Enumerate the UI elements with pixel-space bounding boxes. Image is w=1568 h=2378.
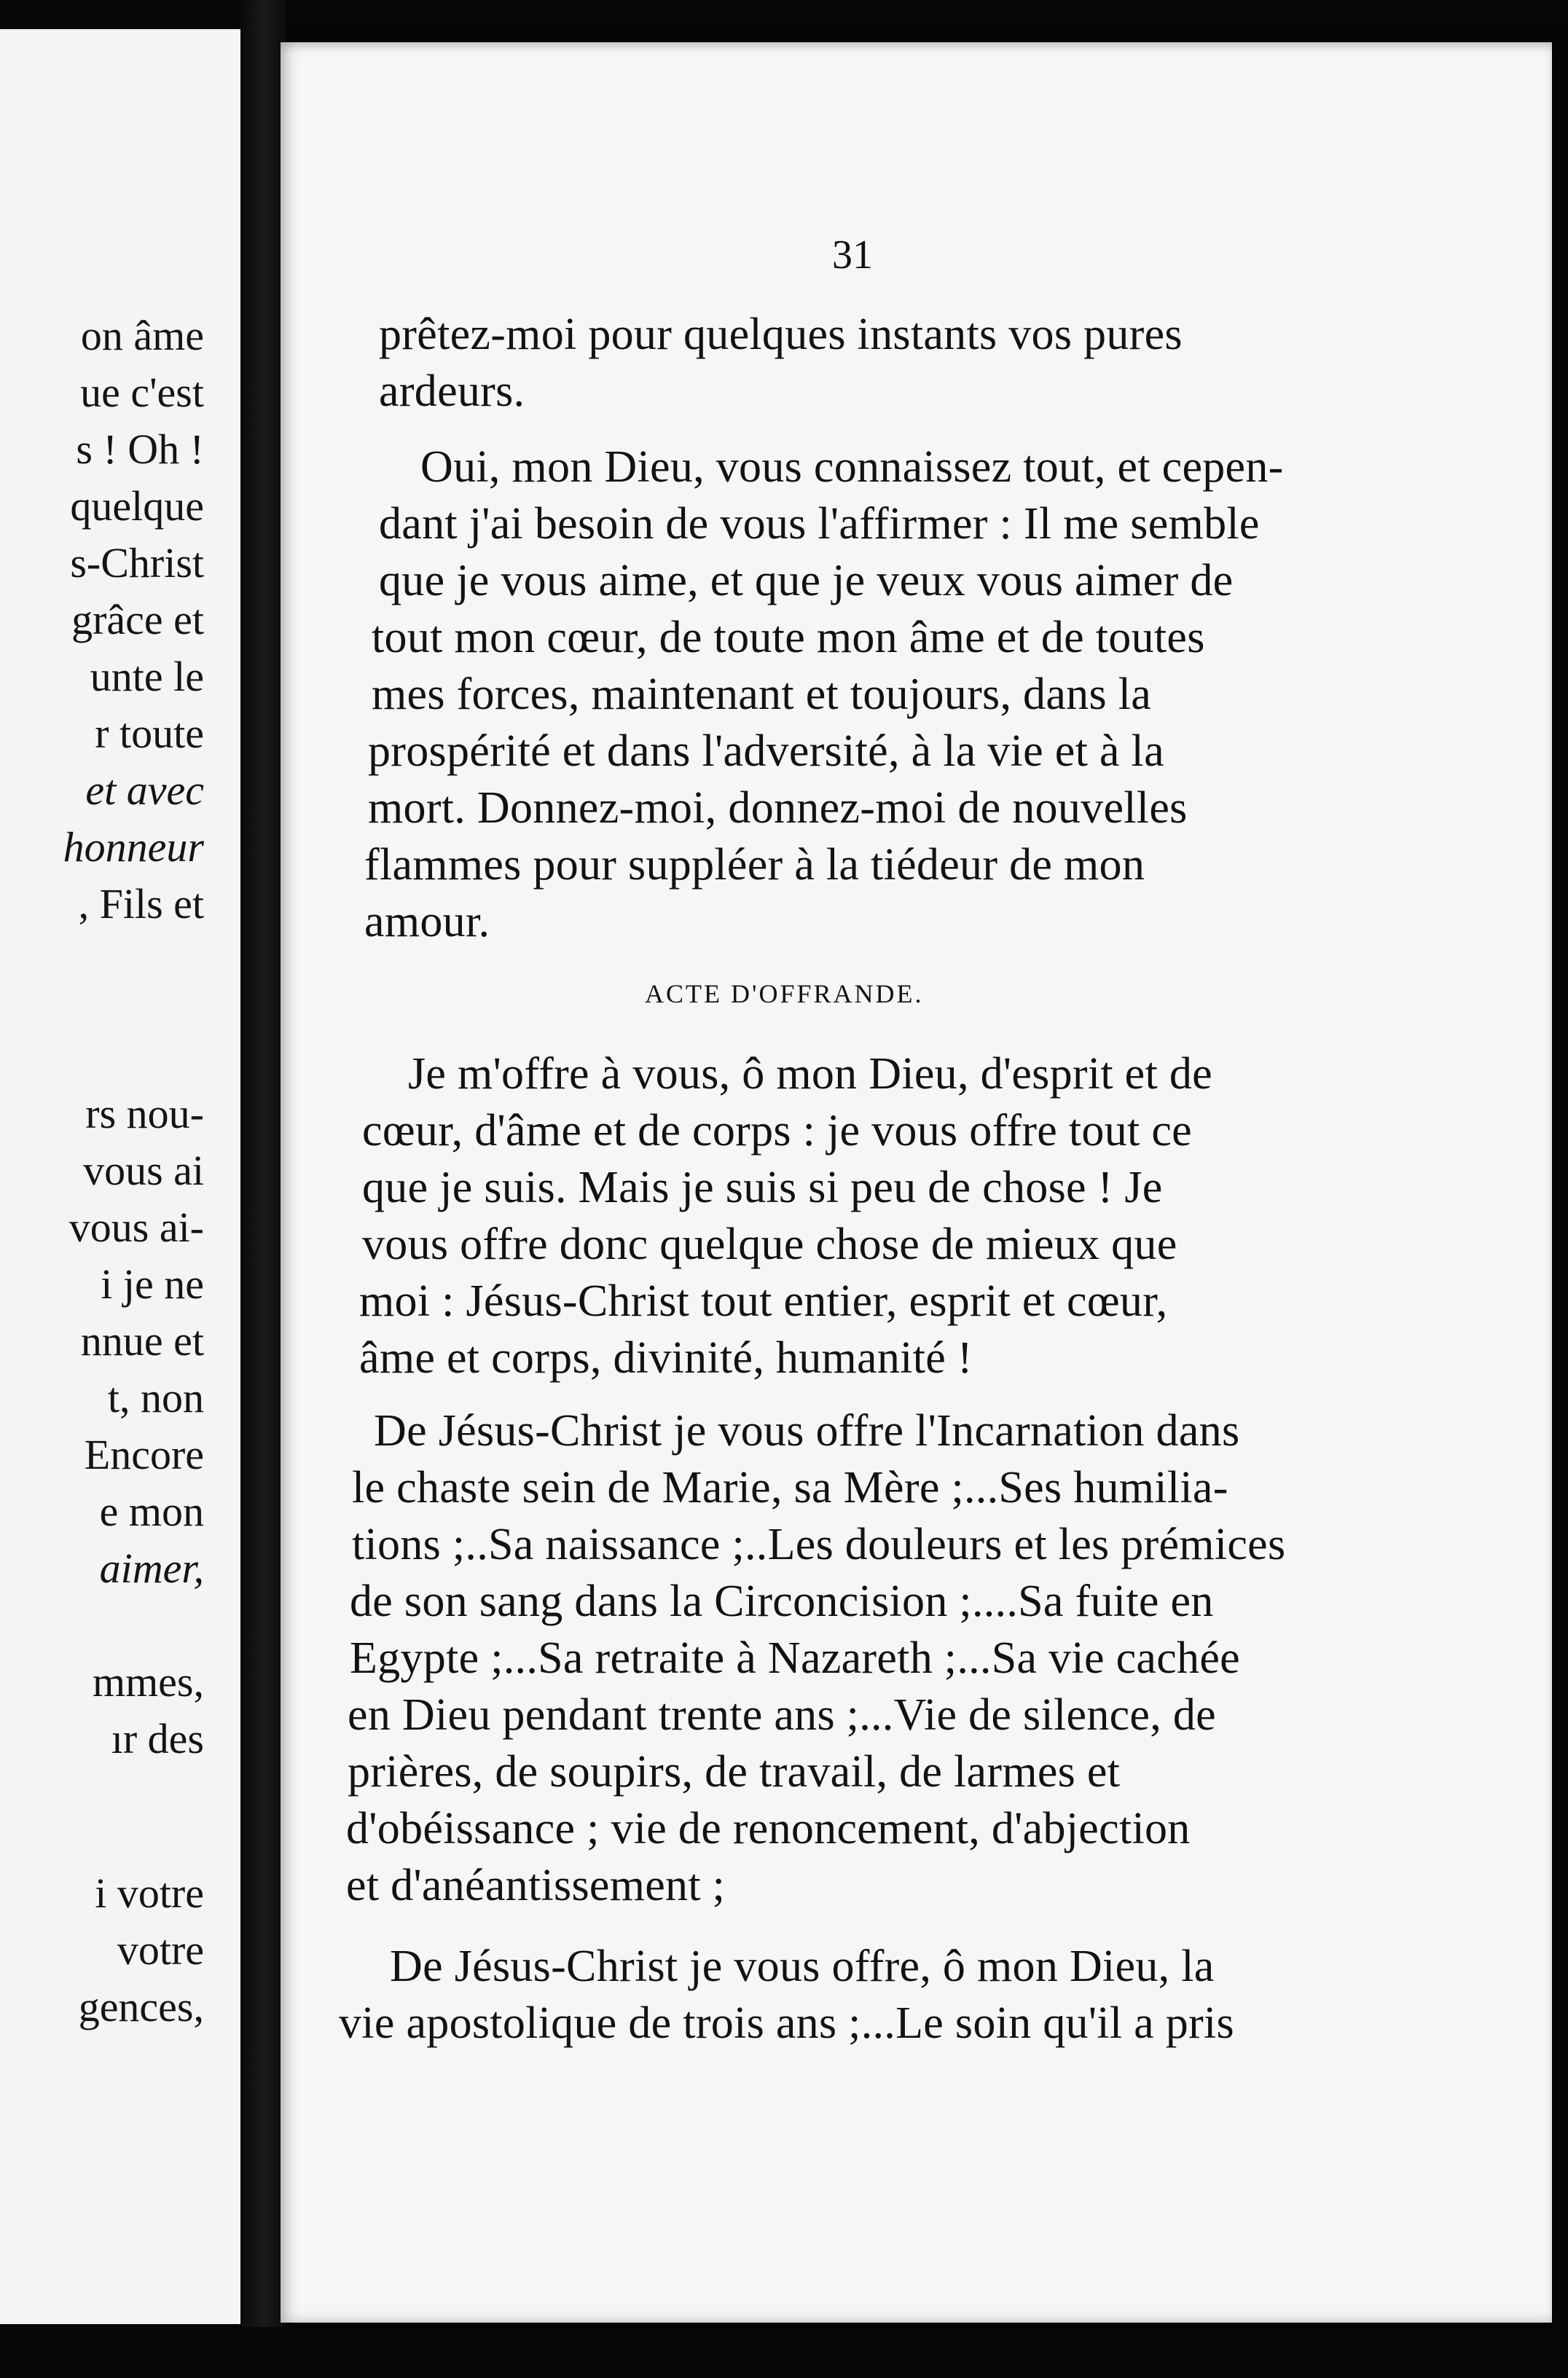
left-fragment: t, non xyxy=(107,1374,204,1421)
text-line: prospérité et dans l'adversité, à la vie et à la xyxy=(368,726,1164,776)
text-line: cœur, d'âme et de corps : je vous offre tout ce xyxy=(362,1106,1192,1155)
right-page xyxy=(281,42,1552,2323)
text-line: ardeurs. xyxy=(379,366,525,416)
text-line: le chaste sein de Marie, sa Mère ;...Ses humilia- xyxy=(352,1463,1228,1512)
left-fragment: ır des xyxy=(111,1715,204,1762)
left-fragment: et avec xyxy=(85,766,204,814)
text-line: mort. Donnez-moi, donnez-moi de nouvelles xyxy=(368,783,1188,833)
left-fragment: ue c'est xyxy=(80,369,204,416)
text-line: prières, de soupirs, de travail, de larmes et xyxy=(348,1747,1121,1797)
left-fragment: rs nou- xyxy=(85,1090,204,1137)
left-fragment: Encore xyxy=(84,1431,204,1478)
left-fragment: i votre xyxy=(95,1869,204,1917)
left-fragment: , Fils et xyxy=(78,880,204,927)
left-fragment: mmes, xyxy=(92,1658,204,1706)
text-line: prêtez-moi pour quelques instants vos pures xyxy=(379,310,1183,359)
left-fragment: honneur xyxy=(63,823,204,871)
text-line: tions ;..Sa naissance ;..Les douleurs et les prémices xyxy=(352,1520,1286,1569)
left-fragment: votre xyxy=(117,1926,204,1974)
text-line: tout mon cœur, de toute mon âme et de toutes xyxy=(372,613,1205,662)
text-line: flammes pour suppléer à la tiédeur de mon xyxy=(364,840,1145,890)
text-line: et d'anéantissement ; xyxy=(346,1861,726,1910)
book-gutter xyxy=(240,0,286,2378)
text-line: d'obéissance ; vie de renoncement, d'abjection xyxy=(346,1804,1191,1853)
left-fragment: unte le xyxy=(90,653,204,700)
text-line: vous offre donc quelque chose de mieux que xyxy=(362,1220,1177,1269)
scan-bottom-edge xyxy=(0,2327,1568,2378)
text-line: vie apostolique de trois ans ;...Le soin qu'il a pris xyxy=(339,1998,1234,2048)
left-fragment: r toute xyxy=(95,710,204,757)
left-fragment: vous ai- xyxy=(68,1204,204,1251)
left-fragment: nnue et xyxy=(80,1317,204,1365)
left-fragment: on âme xyxy=(80,312,204,359)
left-fragment: gences, xyxy=(78,1983,204,2030)
text-line: de son sang dans la Circoncision ;....Sa fuite en xyxy=(350,1577,1214,1626)
left-fragment: vous ai xyxy=(83,1147,204,1194)
text-line: amour. xyxy=(364,897,490,946)
left-fragment: s ! Oh ! xyxy=(76,425,204,473)
left-fragment: e mon xyxy=(99,1488,204,1535)
text-line: Je m'offre à vous, ô mon Dieu, d'esprit et de xyxy=(408,1049,1212,1099)
text-line: Oui, mon Dieu, vous connaissez tout, et cepen- xyxy=(420,442,1284,492)
text-line: en Dieu pendant trente ans ;...Vie de silence, de xyxy=(348,1690,1216,1740)
text-line: âme et corps, divinité, humanité ! xyxy=(359,1333,973,1383)
text-line: De Jésus-Christ je vous offre, ô mon Dieu, la xyxy=(390,1942,1215,1991)
left-fragment: quelque xyxy=(70,482,204,530)
text-line: que je vous aime, et que je veux vous aimer de xyxy=(379,556,1234,605)
left-fragment: grâce et xyxy=(71,596,204,643)
left-fragment: s-Christ xyxy=(70,539,204,586)
left-facing-page xyxy=(0,29,245,2324)
left-fragment: i je ne xyxy=(101,1260,204,1308)
page-number: 31 xyxy=(832,232,873,278)
text-line: De Jésus-Christ je vous offre l'Incarnation dans xyxy=(374,1406,1240,1456)
scan-top-edge xyxy=(0,0,1568,29)
section-heading: ACTE D'OFFRANDE. xyxy=(645,979,924,1008)
left-fragment: aimer, xyxy=(99,1545,204,1592)
text-line: dant j'ai besoin de vous l'affirmer : Il me semble xyxy=(379,499,1260,549)
text-line: mes forces, maintenant et toujours, dans la xyxy=(372,670,1152,719)
text-line: que je suis. Mais je suis si peu de chose ! Je xyxy=(362,1163,1163,1212)
text-line: Egypte ;...Sa retraite à Nazareth ;...Sa vie cachée xyxy=(350,1633,1240,1683)
text-line: moi : Jésus-Christ tout entier, esprit et cœur, xyxy=(359,1276,1168,1326)
